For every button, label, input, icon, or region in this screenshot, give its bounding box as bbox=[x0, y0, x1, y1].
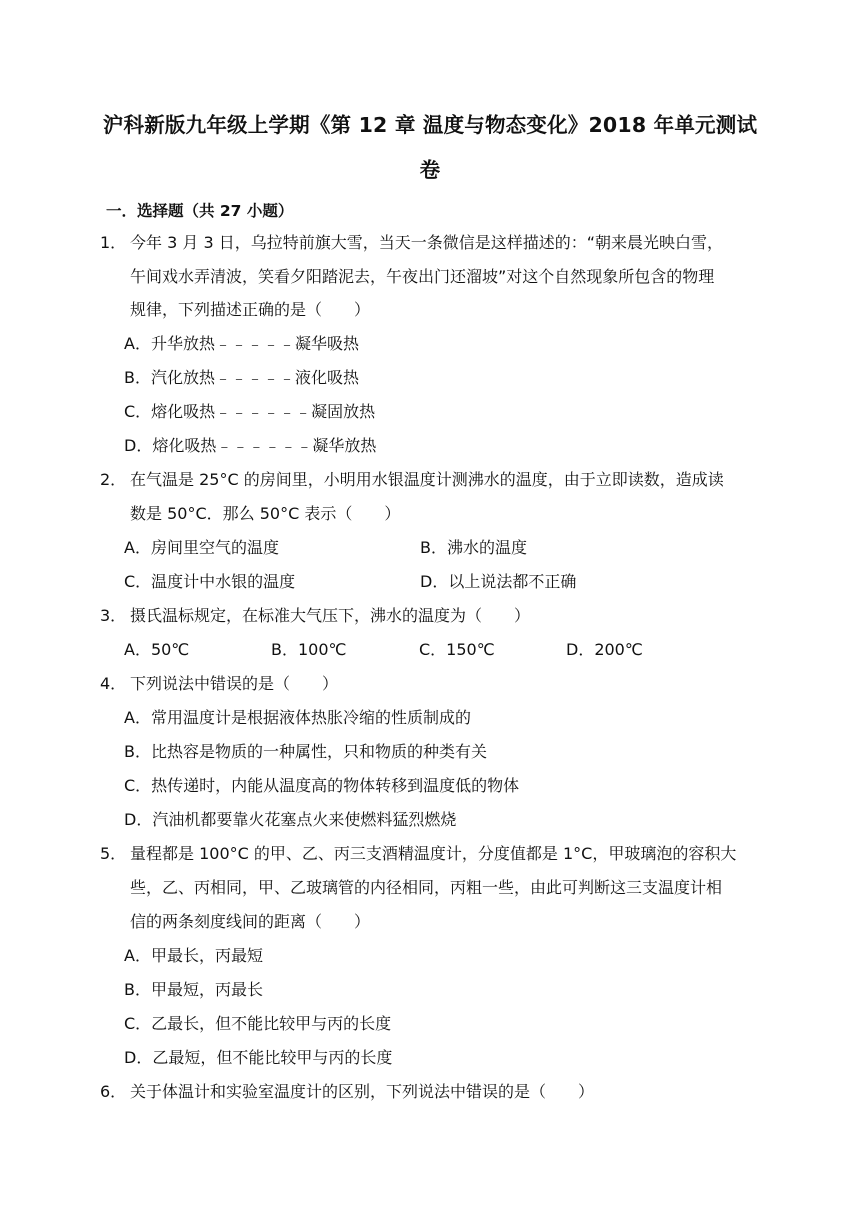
question-text-line: 在气温是 25°C 的房间里，小明用水银温度计测沸水的温度，由于立即读数，造成读 bbox=[130, 470, 724, 489]
option-d: D．乙最短，但不能比较甲与丙的长度 bbox=[124, 1048, 393, 1067]
option-c: C．热传递时，内能从温度高的物体转移到温度低的物体 bbox=[124, 776, 520, 795]
question-number: 5． bbox=[100, 844, 127, 863]
option-d: D．熔化吸热﹣﹣﹣﹣﹣﹣凝华放热 bbox=[124, 436, 377, 455]
question-number: 6． bbox=[100, 1082, 127, 1101]
option-a: A．常用温度计是根据液体热胀冷缩的性质制成的 bbox=[124, 708, 471, 727]
question-text-line: 量程都是 100°C 的甲、乙、丙三支酒精温度计，分度值都是 1°C，甲玻璃泡的容积大 bbox=[130, 844, 737, 863]
document-title-line-2: 卷 bbox=[419, 158, 441, 182]
question-text-line: 信的两条刻度线间的距离（ ） bbox=[130, 912, 371, 931]
question-text-line: 午间戏水弄清波，笑看夕阳踏泥去，午夜出门还溜坡”对这个自然现象所包含的物理 bbox=[130, 267, 715, 286]
option-b: B．比热容是物质的一种属性，只和物质的种类有关 bbox=[124, 742, 487, 761]
option-c: C．150℃ bbox=[419, 640, 495, 659]
question-number: 2． bbox=[100, 470, 127, 489]
option-d: D．以上说法都不正确 bbox=[420, 572, 577, 591]
option-a: A．甲最长，丙最短 bbox=[124, 946, 263, 965]
question-text-line: 数是 50°C．那么 50°C 表示（ ） bbox=[130, 504, 401, 523]
option-c: C．熔化吸热﹣﹣﹣﹣﹣﹣凝固放热 bbox=[124, 402, 376, 421]
question-text-line: 关于体温计和实验室温度计的区别，下列说法中错误的是（ ） bbox=[130, 1082, 595, 1101]
question-text-line: 下列说法中错误的是（ ） bbox=[130, 674, 339, 693]
option-b: B．汽化放热﹣﹣﹣﹣﹣液化吸热 bbox=[124, 368, 359, 387]
option-b: B．100℃ bbox=[271, 640, 347, 659]
option-a: A．房间里空气的温度 bbox=[124, 538, 279, 557]
question-text-line: 摄氏温标规定，在标准大气压下，沸水的温度为（ ） bbox=[130, 606, 531, 625]
question-number: 1． bbox=[100, 233, 127, 252]
question-text-line: 些，乙、丙相同，甲、乙玻璃管的内径相同，丙粗一些，由此可判断这三支温度计相 bbox=[130, 878, 723, 897]
section-heading: 一．选择题（共 27 小题） bbox=[106, 202, 294, 220]
option-d: D．汽油机都要靠火花塞点火来使燃料猛烈燃烧 bbox=[124, 810, 457, 829]
option-c: C．温度计中水银的温度 bbox=[124, 572, 296, 591]
option-b: B．甲最短，丙最长 bbox=[124, 980, 263, 999]
option-a: A．升华放热﹣﹣﹣﹣﹣凝华吸热 bbox=[124, 334, 359, 353]
question-text-line: 规律，下列描述正确的是（ ） bbox=[130, 300, 371, 319]
option-b: B．沸水的温度 bbox=[420, 538, 527, 557]
question-text-line: 今年 3 月 3 日，乌拉特前旗大雪，当天一条微信是这样描述的：“朝来晨光映白雪， bbox=[130, 233, 723, 252]
document-title-line-1: 沪科新版九年级上学期《第 12 章 温度与物态变化》2018 年单元测试 bbox=[102, 113, 758, 137]
option-a: A．50℃ bbox=[124, 640, 190, 659]
option-c: C．乙最长，但不能比较甲与丙的长度 bbox=[124, 1014, 392, 1033]
question-number: 4． bbox=[100, 674, 127, 693]
question-number: 3． bbox=[100, 606, 127, 625]
option-d: D．200℃ bbox=[566, 640, 643, 659]
